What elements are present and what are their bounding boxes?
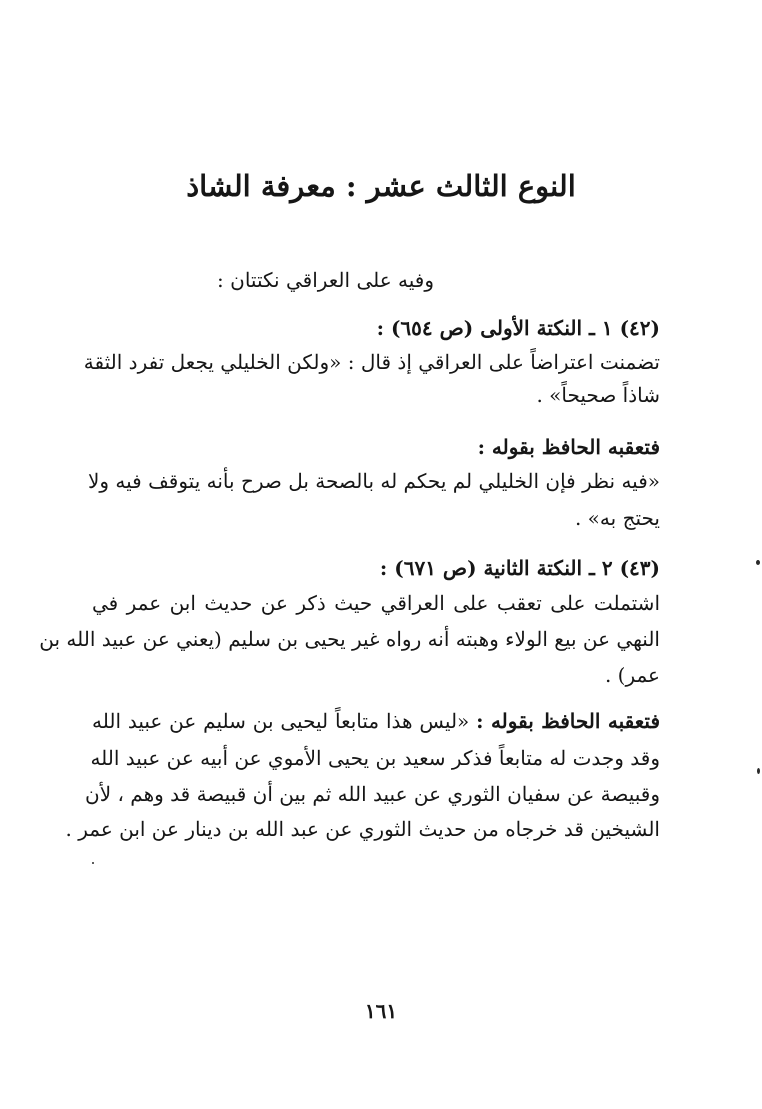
note-2-reply-line-1 [92, 706, 660, 736]
note-2-reply-line-4: الشيخين قد خرجاه من حديث الثوري عن عبد الله بن دينار عن ابن عمر . [65, 817, 660, 841]
intro-line: وفيه على العراقي نكتتان : [217, 268, 434, 292]
scan-speck [92, 862, 94, 864]
note-2-reply-lead: فتعقبه الحافظ بقوله : [476, 709, 661, 733]
note-2-line-1: اشتملت على تعقب على العراقي حيث ذكر عن حديث ابن عمر في [92, 591, 660, 615]
note-1-reply-heading: فتعقبه الحافظ بقوله : [477, 435, 660, 459]
note-2-line-3: عمر) . [604, 663, 660, 687]
note-1-heading: (٤٢) ١ ـ النكتة الأولى (ص ٦٥٤) : [376, 316, 660, 340]
page-number: ١٦١ [364, 999, 398, 1023]
note-2-reply-first-rest: «ليس هذا متابعاً ليحيى بن سليم عن عبيد الله [92, 709, 470, 733]
chapter-title: النوع الثالث عشر : معرفة الشاذ [186, 169, 576, 203]
note-1-line-1: تضمنت اعتراضاً على العراقي إذ قال : «ولكن الخليلي يجعل تفرد الثقة [83, 350, 660, 374]
note-2-reply-line-2: وقد وجدت له متابعاً فذكر سعيد بن يحيى الأموي عن أبيه عن عبيد الله [90, 746, 660, 770]
note-2-line-2: النهي عن بيع الولاء وهبته أنه رواه غير يحيى بن سليم (يعني عن عبيد الله بن [39, 627, 660, 651]
note-2-reply-line-3: وقبيصة عن سفيان الثوري عن عبيد الله ثم بين أن قبيصة قد وهم ، لأن [85, 782, 660, 806]
note-1-reply-line-1: «فيه نظر فإن الخليلي لم يحكم له بالصحة بل صرح بأنه يتوقف فيه ولا [87, 469, 660, 493]
note-2-heading: (٤٣) ٢ ـ النكتة الثانية (ص ٦٧١) : [379, 556, 660, 580]
note-1-reply-line-2: يحتج به» . [574, 506, 660, 530]
note-1-line-2: شاذاً صحيحاً» . [536, 383, 660, 407]
scan-speck [757, 768, 760, 774]
scan-speck [756, 560, 760, 565]
